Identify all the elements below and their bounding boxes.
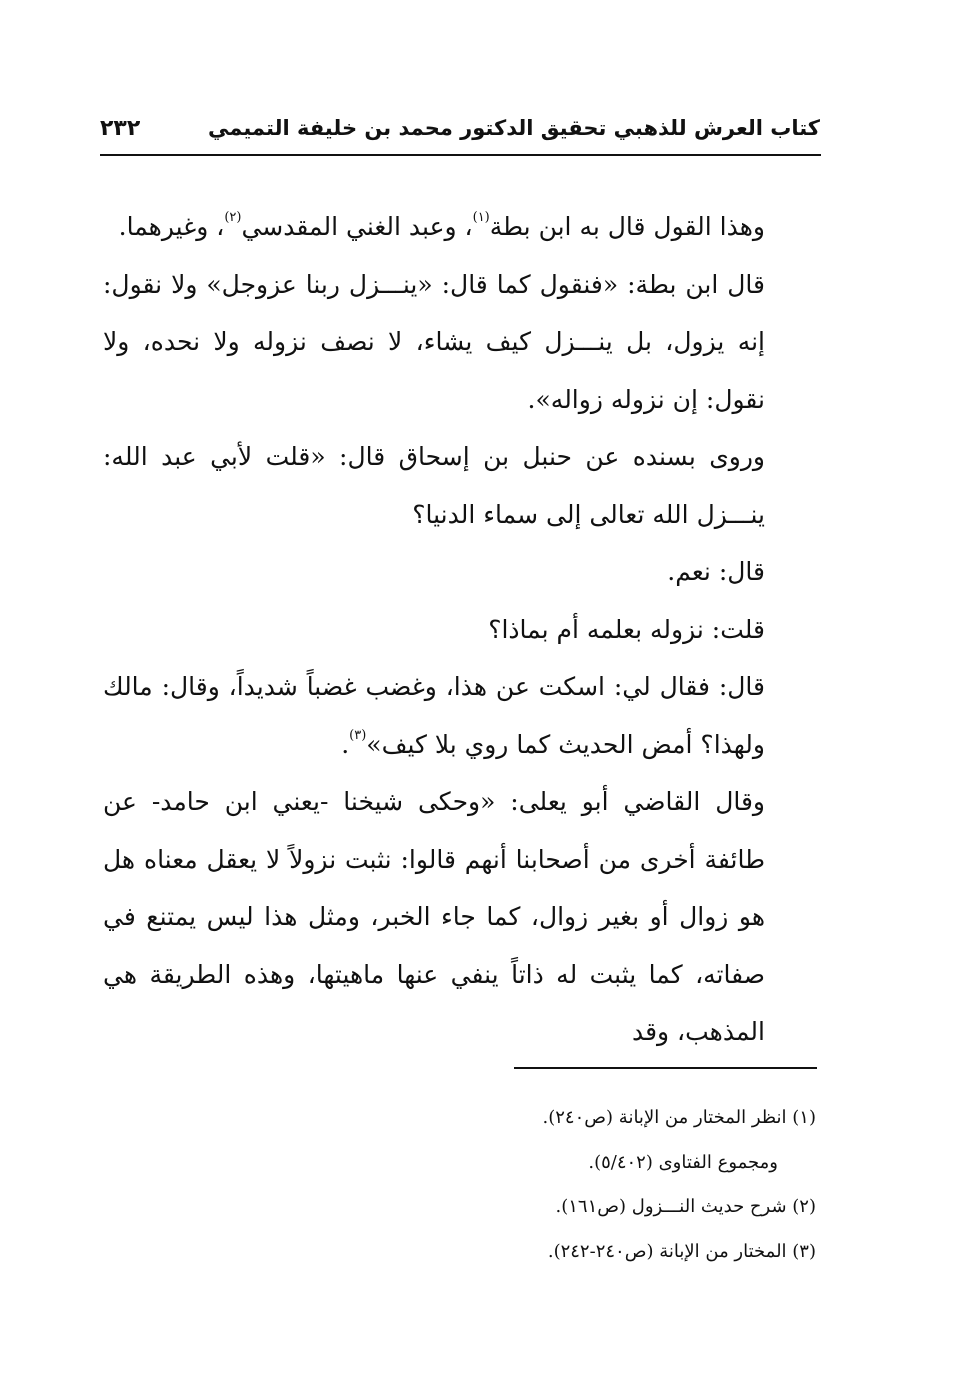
paragraph-2: قال ابن بطة: «فنقول كما قال: «ينـــزل ربنا عزوجل» ولا نقول: إنه يزول، بل ينـــزل كيف يشاء، لا نصف نزوله ولا نحده، ولا نقول: إن نزوله زواله». [103,269,765,414]
paragraph-1-text-b: ، وعبد الغني المقدسي [241,212,473,241]
footnote-ref-2: (٢) [224,210,242,225]
main-text [103,198,820,1061]
footnote-ref-3: (٣) [349,727,367,743]
paragraph-6-text-a: قال: فقال لي: اسكت عن هذا، وغضب غضباً شديداً، وقال: مالك ولهذا؟ أمض الحديث كما روي بلا كيف» [103,672,765,759]
paragraph-6-text-b: . [341,729,350,759]
footnote-3: (٣) المختار من الإبانة (ص٢٤٠-٢٤٢). [547,1240,816,1262]
paragraph-4: قال: نعم. [667,557,765,586]
paragraph-7: وقال القاضي أبو يعلى: «وحكى شيخنا -يعني ابن حامد- عن طائفة أخرى من أصحابنا أنهم قالوا: نثبت نزولاً لا يعقل معناه هل هو زوال أو بغير زوال، كما جاء الخبر، ومثل هذا ليس يمتنع في صفاته، كما يثبت له ذاتاً ينفي عنها ماهيتها، وهذه الطريقة هي المذهب، وقد [103,787,765,1046]
paragraph-1 [103,198,820,256]
paragraph-1-text-a: وهذا القول قال به ابن بطة [489,212,765,241]
header-title: كتاب العرش للذهبي تحقيق الدكتور محمد بن خليفة التميمي [208,116,820,140]
footnote-ref-1: (١) [472,210,490,225]
footnotes [300,1096,816,1274]
paragraph-5: قلت: نزوله بعلمه أم بماذا؟ [488,614,765,644]
footnote-1-continued: ومجموع الفتاوى (٥/٤٠٢). [588,1151,778,1173]
paragraph-3: وروى بسنده عن حنبل بن إسحاق قال: «قلت لأبي عبد الله: ينـــزل الله تعالى إلى سماء الدنيا؟ [103,442,765,529]
footnote-1: (١) انظر المختار من الإبانة (ص٢٤٠). [542,1107,816,1128]
header-rule [100,154,821,156]
paragraph-6 [103,658,820,773]
footnote-2: (٢) شرح حديث النـــزول (ص١٦١). [555,1196,816,1217]
page-number: ٢٣٢ [100,116,141,141]
paragraph-1-text-c: ، وغيرهما. [118,212,225,241]
running-header [100,112,820,152]
footnote-rule [514,1067,817,1069]
